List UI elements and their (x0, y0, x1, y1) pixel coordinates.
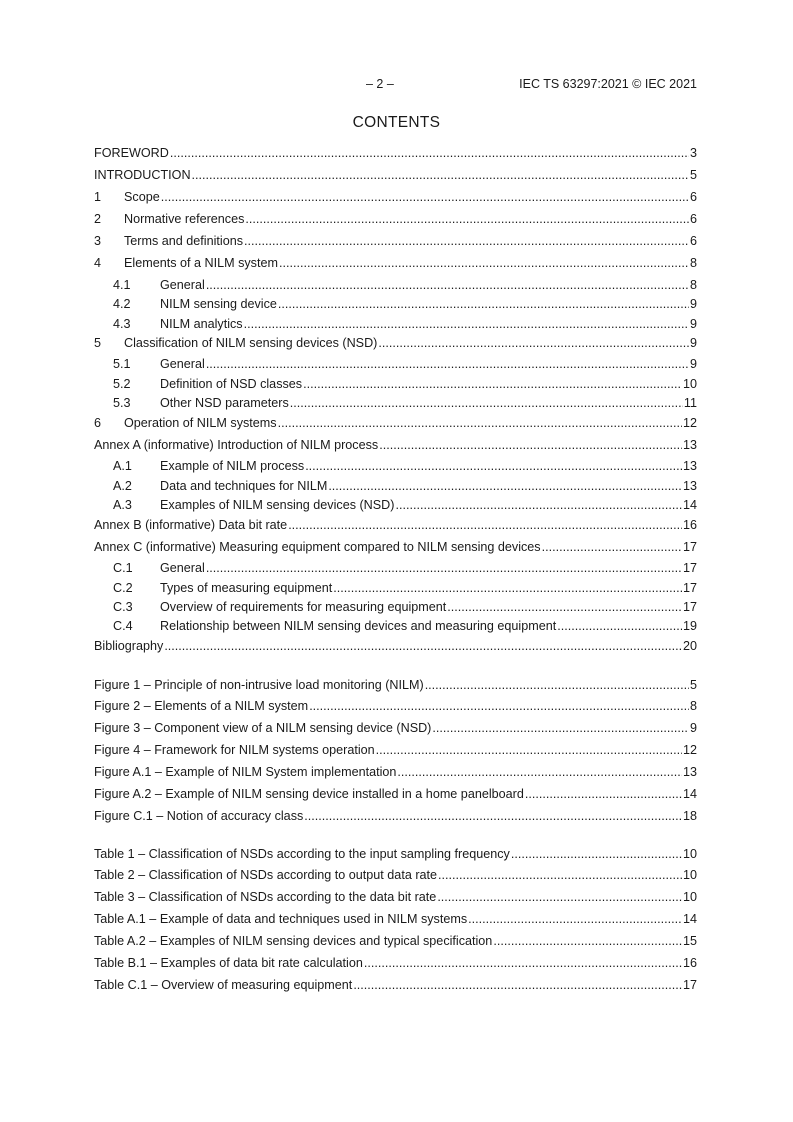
toc-entry[interactable] (94, 376, 697, 392)
entry-page-number: 9 (689, 317, 697, 331)
entry-page-number: 3 (689, 146, 697, 160)
entry-title: Terms and definitions (124, 234, 244, 248)
leader-dots (278, 296, 689, 312)
entry-title: Other NSD parameters (160, 396, 289, 410)
entry-title: Definition of NSD classes (160, 377, 303, 391)
leader-dots (353, 977, 682, 993)
entry-page-number: 14 (682, 498, 697, 512)
entry-title: Data and techniques for NILM (160, 479, 328, 493)
leader-dots (425, 677, 689, 693)
entry-number: 5.2 (113, 377, 131, 391)
leader-dots (397, 764, 682, 780)
entry-page-number: 8 (689, 699, 697, 713)
toc-entry[interactable] (94, 395, 697, 411)
toc-entry[interactable] (94, 296, 697, 312)
entry-number: 4.1 (113, 278, 131, 292)
toc-entry[interactable] (94, 335, 697, 351)
leader-dots (304, 808, 682, 824)
entry-page-number: 17 (682, 978, 697, 992)
entry-number: 6 (94, 416, 102, 430)
leader-dots (245, 211, 689, 227)
entry-page-number: 12 (682, 416, 697, 430)
leader-dots (328, 478, 682, 494)
leader-dots (278, 415, 682, 431)
entry-page-number: 10 (682, 868, 697, 882)
figure-entry[interactable] (94, 786, 697, 802)
toc-entry[interactable] (94, 458, 697, 474)
entry-number: 5.1 (113, 357, 131, 371)
leader-dots (542, 539, 682, 555)
toc-entry[interactable] (94, 437, 697, 453)
entry-title: Annex B (informative) Data bit rate (94, 518, 288, 532)
entry-page-number: 13 (682, 765, 697, 779)
entry-title: NILM analytics (160, 317, 243, 331)
leader-dots (493, 933, 682, 949)
toc-entry[interactable] (94, 599, 697, 615)
table-entry[interactable] (94, 955, 697, 971)
entry-title: Relationship between NILM sensing devices and measuring equipment (160, 619, 557, 633)
entry-title: Table 2 – Classification of NSDs according to output data rate (94, 868, 438, 882)
entry-page-number: 9 (689, 297, 697, 311)
entry-title: FOREWORD (94, 146, 169, 160)
entry-number: 4.2 (113, 297, 131, 311)
entry-page-number: 9 (689, 357, 697, 371)
entry-page-number: 6 (689, 234, 697, 248)
figure-entry[interactable] (94, 808, 697, 824)
leader-dots (376, 742, 682, 758)
toc-entry[interactable] (94, 316, 697, 332)
figure-entry[interactable] (94, 720, 697, 736)
entry-page-number: 10 (682, 847, 697, 861)
entry-page-number: 5 (689, 168, 697, 182)
leader-dots (170, 145, 689, 161)
leader-dots (290, 395, 683, 411)
toc-entry[interactable] (94, 560, 697, 576)
leader-dots (333, 580, 682, 596)
leader-dots (379, 437, 682, 453)
entry-page-number: 5 (689, 678, 697, 692)
entry-title: Operation of NILM systems (124, 416, 277, 430)
entry-page-number: 17 (682, 540, 697, 554)
leader-dots (468, 911, 682, 927)
entry-page-number: 14 (682, 787, 697, 801)
table-entry[interactable] (94, 977, 697, 993)
figure-entry[interactable] (94, 698, 697, 714)
entry-page-number: 11 (683, 396, 697, 410)
entry-title: Example of NILM process (160, 459, 305, 473)
entry-title: Table A.2 – Examples of NILM sensing devices and typical specification (94, 934, 493, 948)
entry-title: Bibliography (94, 639, 164, 653)
entry-title: Normative references (124, 212, 245, 226)
table-entry[interactable] (94, 889, 697, 905)
figure-entry[interactable] (94, 742, 697, 758)
entry-page-number: 8 (689, 256, 697, 270)
leader-dots (511, 846, 682, 862)
leader-dots (192, 167, 689, 183)
entry-page-number: 17 (682, 581, 697, 595)
leader-dots (206, 356, 689, 372)
entry-title: Elements of a NILM system (124, 256, 278, 270)
entry-page-number: 13 (682, 459, 697, 473)
leader-dots (378, 335, 689, 351)
entry-title: Table B.1 – Examples of data bit rate calculation (94, 956, 363, 970)
leader-dots (525, 786, 682, 802)
entry-page-number: 9 (689, 336, 697, 350)
toc-entry[interactable] (94, 618, 697, 634)
leader-dots (206, 277, 689, 293)
toc-entry[interactable] (94, 167, 697, 183)
entry-title: General (160, 561, 205, 575)
entry-title: Figure 3 – Component view of a NILM sensing device (NSD) (94, 721, 432, 735)
entry-page-number: 13 (682, 438, 697, 452)
entry-title: General (160, 357, 205, 371)
entry-number: C.1 (113, 561, 133, 575)
entry-page-number: 20 (682, 639, 697, 653)
toc-entry[interactable] (94, 277, 697, 293)
entry-number: A.3 (113, 498, 132, 512)
toc-entry[interactable] (94, 497, 697, 513)
entry-title: NILM sensing device (160, 297, 277, 311)
entry-title: Types of measuring equipment (160, 581, 333, 595)
entry-number: 3 (94, 234, 102, 248)
leader-dots (364, 955, 682, 971)
page-title: CONTENTS (352, 114, 441, 131)
toc-entry[interactable] (94, 145, 697, 161)
leader-dots (244, 233, 689, 249)
entry-title: Table C.1 – Overview of measuring equipment (94, 978, 353, 992)
table-entry[interactable] (94, 846, 697, 862)
toc-entry[interactable] (94, 255, 697, 271)
leader-dots (303, 376, 682, 392)
leader-dots (557, 618, 682, 634)
entry-page-number: 14 (682, 912, 697, 926)
entry-number: C.2 (113, 581, 133, 595)
entry-page-number: 16 (682, 956, 697, 970)
entry-number: C.4 (113, 619, 133, 633)
figure-entry[interactable] (94, 677, 697, 693)
leader-dots (395, 497, 682, 513)
leader-dots (288, 517, 682, 533)
entry-page-number: 6 (689, 190, 697, 204)
table-entry[interactable] (94, 933, 697, 949)
entry-title: General (160, 278, 205, 292)
entry-page-number: 17 (682, 561, 697, 575)
entry-page-number: 9 (689, 721, 697, 735)
entry-title: Table 1 – Classification of NSDs according to the input sampling frequency (94, 847, 510, 861)
table-entry[interactable] (94, 867, 697, 883)
entry-page-number: 10 (682, 377, 697, 391)
page-header (94, 77, 697, 93)
entry-page-number: 19 (682, 619, 697, 633)
entry-title: Figure C.1 – Notion of accuracy class (94, 809, 304, 823)
entry-page-number: 17 (682, 600, 697, 614)
entry-title: Classification of NILM sensing devices (NSD) (124, 336, 378, 350)
toc-entry[interactable] (94, 356, 697, 372)
figure-entry[interactable] (94, 764, 697, 780)
entry-title: INTRODUCTION (94, 168, 191, 182)
entry-number: 4.3 (113, 317, 131, 331)
entry-title: Table A.1 – Example of data and techniques used in NILM systems (94, 912, 468, 926)
entry-page-number: 13 (682, 479, 697, 493)
toc-entry[interactable] (94, 233, 697, 249)
toc-entry[interactable] (94, 478, 697, 494)
leader-dots (437, 889, 682, 905)
leader-dots (438, 867, 682, 883)
toc-entry[interactable] (94, 580, 697, 596)
table-entry[interactable] (94, 911, 697, 927)
leader-dots (305, 458, 682, 474)
entry-title: Scope (124, 190, 160, 204)
leader-dots (206, 560, 682, 576)
entry-title: Figure 2 – Elements of a NILM system (94, 699, 309, 713)
entry-page-number: 18 (682, 809, 697, 823)
entry-title: Figure 4 – Framework for NILM systems operation (94, 743, 375, 757)
entry-title: Annex A (informative) Introduction of NILM process (94, 438, 379, 452)
leader-dots (432, 720, 689, 736)
entry-page-number: 6 (689, 212, 697, 226)
entry-title: Table 3 – Classification of NSDs according to the data bit rate (94, 890, 437, 904)
leader-dots (447, 599, 682, 615)
entry-number: 4 (94, 256, 102, 270)
entry-number: 5 (94, 336, 102, 350)
toc-entry[interactable] (94, 638, 697, 654)
page-number: – 2 – (366, 77, 394, 91)
entry-number: 5.3 (113, 396, 131, 410)
toc-entry[interactable] (94, 517, 697, 533)
toc-entry[interactable] (94, 189, 697, 205)
entry-page-number: 16 (682, 518, 697, 532)
entry-page-number: 8 (689, 278, 697, 292)
entry-title: Overview of requirements for measuring equipment (160, 600, 447, 614)
leader-dots (244, 316, 689, 332)
entry-number: C.3 (113, 600, 133, 614)
toc-entry[interactable] (94, 211, 697, 227)
entry-title: Annex C (informative) Measuring equipment compared to NILM sensing devices (94, 540, 541, 554)
entry-number: 1 (94, 190, 102, 204)
entry-page-number: 10 (682, 890, 697, 904)
leader-dots (309, 698, 689, 714)
entry-title: Figure 1 – Principle of non-intrusive load monitoring (NILM) (94, 678, 424, 692)
entry-number: 2 (94, 212, 102, 226)
entry-page-number: 12 (682, 743, 697, 757)
toc-entry[interactable] (94, 415, 697, 431)
entry-number: A.2 (113, 479, 132, 493)
entry-number: A.1 (113, 459, 132, 473)
toc-entry[interactable] (94, 539, 697, 555)
entry-title: Figure A.2 – Example of NILM sensing device installed in a home panelboard (94, 787, 524, 801)
document-id: IEC TS 63297:2021 © IEC 2021 (519, 77, 697, 91)
entry-page-number: 15 (682, 934, 697, 948)
entry-title: Examples of NILM sensing devices (NSD) (160, 498, 395, 512)
leader-dots (164, 638, 682, 654)
leader-dots (161, 189, 689, 205)
entry-title: Figure A.1 – Example of NILM System implementation (94, 765, 397, 779)
leader-dots (279, 255, 689, 271)
